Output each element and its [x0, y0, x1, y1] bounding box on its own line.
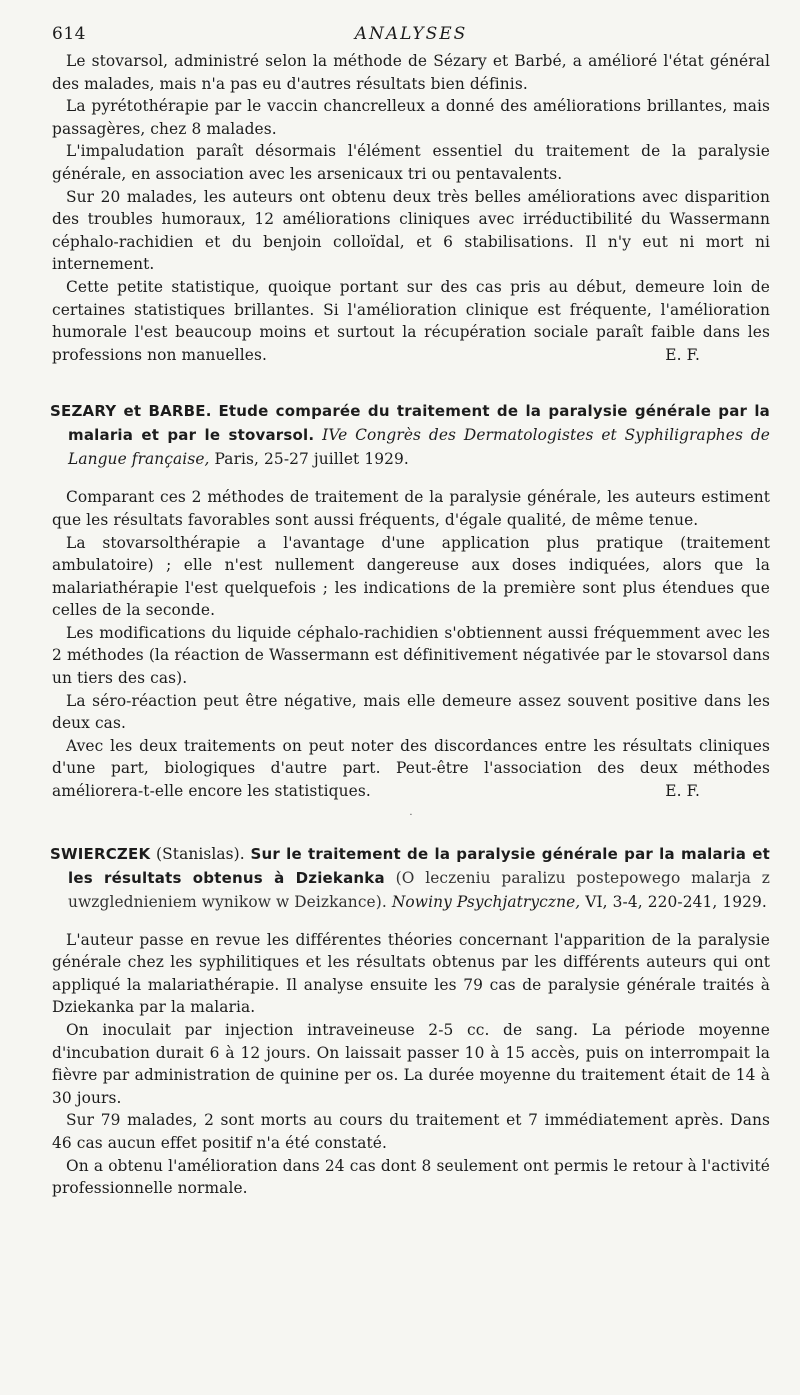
abstract-details: VI, 3-4, 220-241, 1929. [585, 892, 767, 911]
paragraph: Le stovarsol, administré selon la méthode de Sézary et Barbé, a amélioré l'état général des malades, mais n'a pas eu d'autres résultats bien définis. [52, 52, 770, 93]
paragraph: La stovarsolthérapie a l'avantage d'une application plus pratique (traitement ambulatoire) ; elle n'est nullement dangereuse aux doses indiquées, alors que la malariathérapie l'est quelquefois ; les indications de la première sont plus étendues que celles de la seconde. [52, 533, 770, 620]
paragraph [52, 276, 770, 366]
paragraph: Comparant ces 2 méthodes de traitement de la paralysie générale, les auteurs estiment que les résultats favorables sont aussi fréquents, d'égale qualité, de même tenue. [52, 488, 770, 529]
abstract-title: Etude comparée du traitement de la paralysie générale par la malaria et par le stovarsol. [68, 402, 770, 445]
paragraph: La séro-réaction peut être négative, mais elle demeure assez souvent positive dans les deux cas. [52, 691, 770, 733]
running-header [52, 20, 770, 50]
paragraph: Les modifications du liquide céphalo-rachidien s'obtiennent aussi fréquemment avec les 2 méthodes (la réaction de Wassermann est définitivement négativée par le stovarsol dans un tiers des cas). [52, 623, 770, 688]
paragraph: On inoculait par injection intraveineuse 2-5 cc. de sang. La période moyenne d'incubation durait 6 à 12 jours. On laissait passer 10 à 15 accès, puis on interrompait la fièvre par administration de quinine per os. La durée moyenne du traitement était de 14 à 30 jours. [52, 1021, 770, 1107]
abstract-authors: SWIERCZEK [50, 844, 151, 863]
abstract-heading [50, 399, 770, 471]
abstract-authors: SEZARY et BARBE. [50, 402, 212, 421]
original-title: (O leczeniu paralizu postepowego malarja z uwzglednieniem wynikow w Deizkance). [68, 868, 771, 911]
paragraph: La pyrétothérapie par le vaccin chancrelleux a donné des améliorations brillantes, mais passagères, chez 8 malades. [52, 97, 770, 138]
abstract-details: Paris, 25-27 juillet 1929. [214, 450, 409, 469]
paragraph [52, 735, 770, 803]
abstract-sezary-barbe [52, 399, 770, 802]
paragraph: L'auteur passe en revue les différentes théories concernant l'apparition de la paralysie générale chez les syphilitiques et les résultats obtenus par les différents auteurs qui ont appliqué la malariathérapie. Il analyse ensuite les 79 cas de paralysie générale traités à Dziekanka par la malaria. [52, 930, 770, 1017]
paragraph-text: Avec les deux traitements on peut noter des discordances entre les résultats cliniques d'une part, biologiques d'autre part. Peut-être l'association des deux méthodes améliorera-t-elle encore les statistiques. [52, 736, 770, 801]
abstract-title: Sur le traitement de la paralysie générale par la malaria et les résultats obtenus à Dziekanka [68, 844, 770, 887]
separator-dot: · [409, 809, 413, 821]
section-title: ANALYSES [354, 24, 468, 44]
paragraph: On a obtenu l'amélioration dans 24 cas dont 8 seulement ont permis le retour à l'activité professionnelle normale. [52, 1156, 770, 1198]
abstract-source: Nowiny Psychjatryczne, [391, 892, 581, 911]
paragraph: Sur 20 malades, les auteurs ont obtenu deux très belles améliorations avec disparition des troubles humoraux, 12 améliorations cliniques avec irréductibilité du Wassermann céphalo-rachidien et du benjoin colloïdal, et 6 stabilisations. Il n'y eut ni mort ni internement. [52, 187, 770, 274]
paragraph-text: Cette petite statistique, quoique portant sur des cas pris au début, demeure loin de certaines statistiques brillantes. Si l'amélioration clinique est fréquente, l'amélioration humorale l'est beaucoup moins et surtout la récupération sociale paraît faible dans les professions non manuelles. [52, 277, 770, 364]
page [52, 20, 770, 1200]
paragraph: Sur 79 malades, 2 sont morts au cours du traitement et 7 immédiatement après. Dans 46 cas aucun effet positif n'a été constaté. [52, 1111, 770, 1152]
abstract-source: IVe Congrès des Dermatologistes et Syphiligraphes de Langue française, [68, 426, 770, 469]
reviewer-signature: E. F. [665, 345, 700, 364]
author-firstname: (Stanislas). [156, 844, 245, 863]
page-number: 614 [52, 24, 86, 44]
abstract-swierczek [52, 842, 770, 1200]
reviewer-signature: E. F. [665, 782, 700, 801]
abstract-heading [50, 842, 770, 914]
paragraph: L'impaludation paraît désormais l'élément essentiel du traitement de la paralysie générale, en association avec les arsenicaux tri ou pentavalents. [52, 142, 770, 183]
review-continuation [52, 50, 770, 366]
